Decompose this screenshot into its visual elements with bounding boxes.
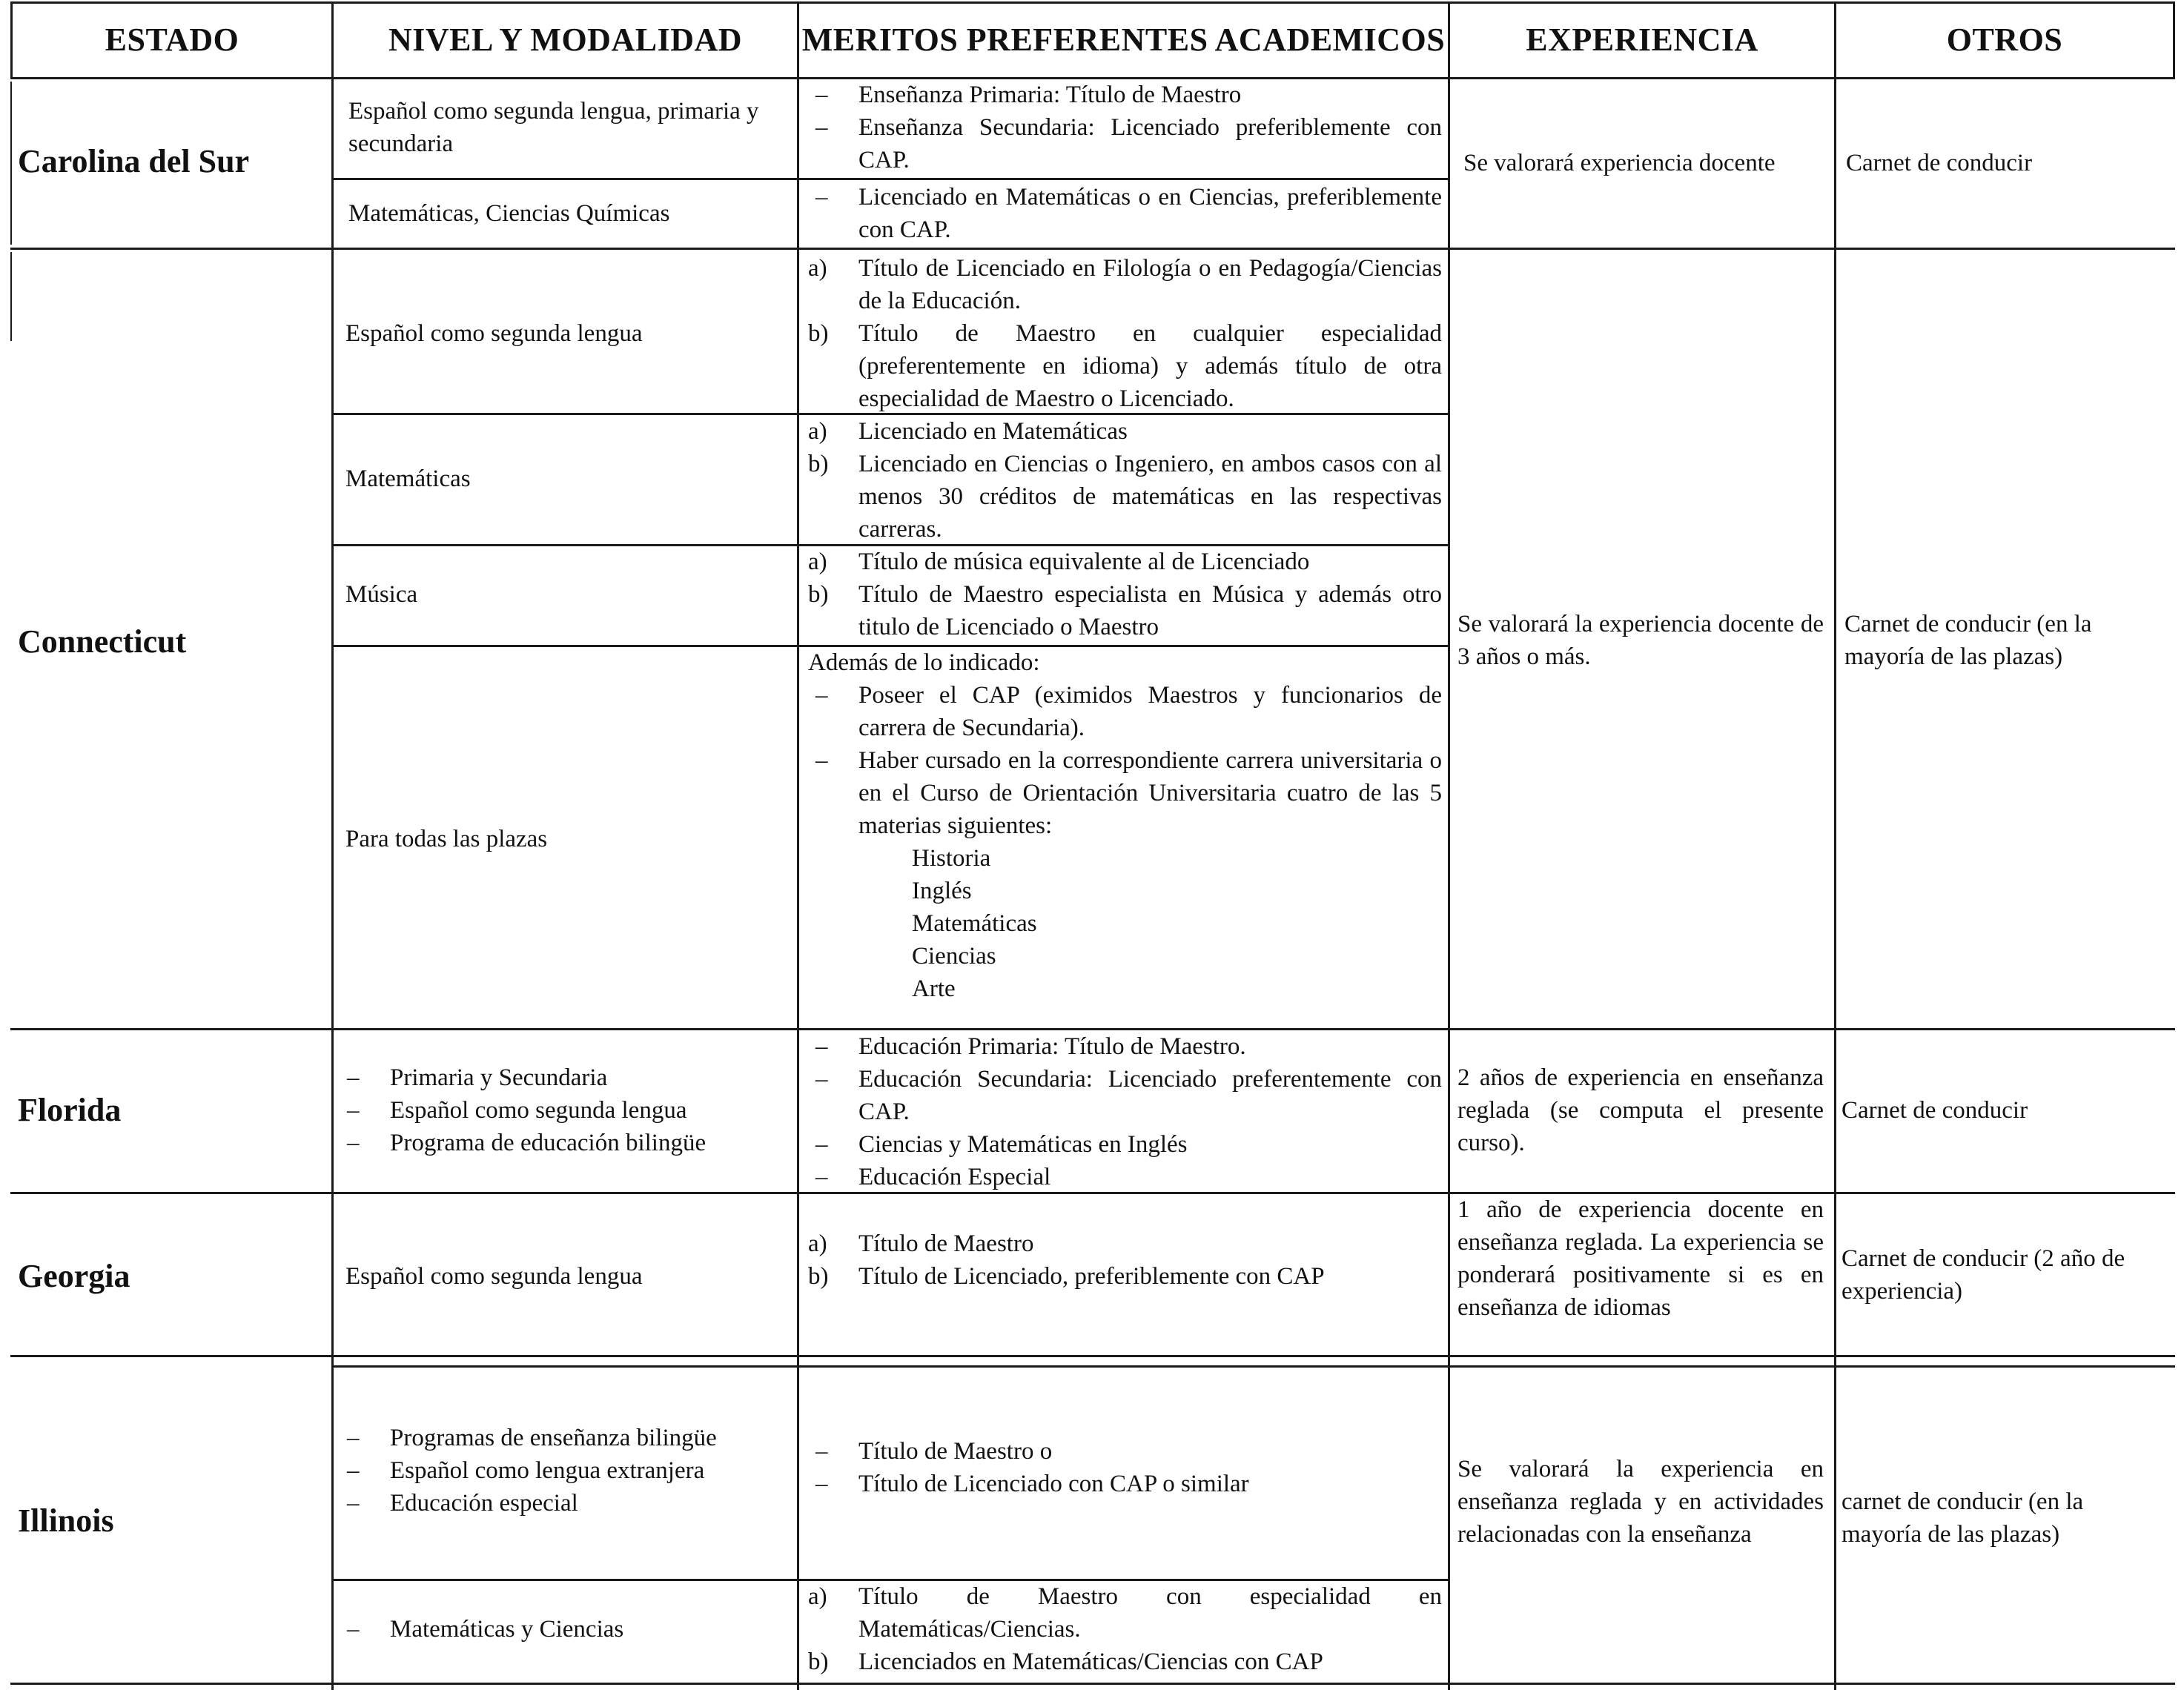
list-item-text: Título de Maestro o <box>858 1438 1053 1465</box>
list-item: – Título de Licenciado con CAP o similar <box>815 1471 1249 1497</box>
header-estado: ESTADO <box>105 21 239 58</box>
list-item-text: Español como segunda lengua <box>390 1097 687 1124</box>
meritos-cell <box>808 1580 1442 1678</box>
nivel-cell <box>340 1061 792 1159</box>
list-marker: a) <box>808 1230 827 1257</box>
list-item: – Programa de educación bilingüe <box>347 1130 707 1156</box>
otros-cell: carnet de conducir (en la mayoría de las plazas) <box>1841 1488 2084 1548</box>
list-item: – Español como lengua extranjera <box>347 1457 705 1484</box>
list-item <box>808 546 1442 578</box>
meritos-cell <box>808 79 1442 176</box>
list-item <box>808 1260 1442 1293</box>
rule <box>2173 1 2175 77</box>
meritos-cell <box>808 1435 1442 1500</box>
list-item: – Haber cursado en la correspondiente carrera universitaria o en el Curso de Orientación Universitaria cuatro de las 5 materias siguientes: <box>815 747 1442 839</box>
list-marker: b) <box>808 581 829 608</box>
list-item-text: Título de Licenciado en Filología o en Pedagogía/Ciencias de la Educación. <box>858 255 1442 314</box>
list-marker: a) <box>808 549 827 575</box>
rule <box>1834 1 1836 1690</box>
rule <box>331 1 334 1690</box>
list-item: – Enseñanza Secundaria: Licenciado preferiblemente con CAP. <box>815 114 1442 173</box>
meritos-cell <box>808 181 1442 246</box>
list-item: – Licenciado en Matemáticas o en Ciencias, preferiblemente con CAP. <box>815 184 1442 243</box>
list-item: – Educación Secundaria: Licenciado preferentemente con CAP. <box>815 1066 1442 1125</box>
otros-cell: Carnet de conducir (2 año de experiencia) <box>1841 1245 2125 1305</box>
list-item: – Ciencias y Matemáticas en Inglés <box>815 1131 1188 1158</box>
experiencia-cell: 2 años de experiencia en enseñanza reglada (se computa el presente curso). <box>1457 1064 1824 1156</box>
nivel-cell <box>340 1422 792 1520</box>
list-item <box>808 578 1442 643</box>
list-marker: a) <box>808 418 827 445</box>
list-item <box>808 415 1442 448</box>
list-item-text: Primaria y Secundaria <box>390 1064 608 1091</box>
list-item <box>808 252 1442 317</box>
meritos-cell <box>808 252 1442 415</box>
meritos-cell <box>808 1030 1442 1193</box>
nivel-cell: Español como segunda lengua <box>345 1263 643 1290</box>
list-item-text: Ciencias y Matemáticas en Inglés <box>858 1131 1188 1158</box>
list-marker: b) <box>808 1648 829 1675</box>
list-item-text: Programa de educación bilingüe <box>390 1130 707 1156</box>
rule <box>1448 1 1450 1690</box>
rule <box>797 1 799 1690</box>
materia-item: Matemáticas <box>912 910 1037 937</box>
list-item-text: Matemáticas y Ciencias <box>390 1616 624 1643</box>
meritos-intro: Además de lo indicado: <box>808 649 1040 676</box>
materia-item: Inglés <box>912 878 972 904</box>
state-illinois: Illinois <box>18 1502 114 1539</box>
nivel-cell: Música <box>345 581 418 608</box>
list-item-text: Poseer el CAP (eximidos Maestros y funcionarios de carrera de Secundaria). <box>858 682 1442 741</box>
rule <box>10 248 2175 250</box>
list-item: – Programas de enseñanza bilingüe <box>347 1425 717 1451</box>
rule <box>10 1683 2175 1685</box>
materia-item: Ciencias <box>912 943 996 970</box>
list-item-text: Título de Maestro con especialidad en Matemáticas/Ciencias. <box>858 1583 1442 1643</box>
state-florida: Florida <box>18 1092 122 1128</box>
meritos-cell <box>808 546 1442 643</box>
list-item-text: Programas de enseñanza bilingüe <box>390 1425 717 1451</box>
otros-cell: Carnet de conducir <box>1841 1097 2028 1124</box>
list-item-text: Título de Maestro especialista en Música y además otro titulo de Licenciado o Maestro <box>858 581 1442 640</box>
list-item <box>808 1580 1442 1646</box>
header-otros: OTROS <box>1946 21 2063 58</box>
meritos-cell <box>808 1227 1442 1293</box>
rule <box>331 178 1450 180</box>
list-item-text: Enseñanza Primaria: Título de Maestro <box>858 82 1242 108</box>
meritos-cell <box>808 415 1442 546</box>
rule <box>331 1365 2175 1368</box>
list-item-text: Título de Licenciado, preferiblemente con CAP <box>858 1263 1325 1290</box>
list-item-text: Español como lengua extranjera <box>390 1457 705 1484</box>
list-item: – Educación especial <box>347 1490 578 1517</box>
list-item: – Educación Primaria: Título de Maestro. <box>815 1033 1246 1060</box>
header-meritos: MERITOS PREFERENTES ACADEMICOS <box>801 21 1446 58</box>
list-item: – Matemáticas y Ciencias <box>347 1616 624 1643</box>
nivel-cell <box>340 1613 792 1646</box>
state-georgia: Georgia <box>18 1258 130 1294</box>
list-item-text: Licenciado en Ciencias o Ingeniero, en ambos casos con al menos 30 créditos de matemáticas en las respectivas carreras. <box>858 451 1442 543</box>
list-marker: b) <box>808 451 829 477</box>
nivel-cell: Español como segunda lengua <box>345 320 643 347</box>
list-item <box>808 1646 1442 1678</box>
list-marker: a) <box>808 255 827 282</box>
nivel-cell: Para todas las plazas <box>345 826 548 852</box>
list-item: – Poseer el CAP (eximidos Maestros y funcionarios de carrera de Secundaria). <box>815 682 1442 741</box>
list-item-text: Licenciado en Matemáticas <box>858 418 1128 445</box>
list-item-text: Título de música equivalente al de Licenciado <box>858 549 1310 575</box>
list-item-text: Título de Maestro en cualquier especialidad (preferentemente en idioma) y además título de otra especialidad de Maestro o Licenciado. <box>858 320 1442 412</box>
list-item-text: Educación Primaria: Título de Maestro. <box>858 1033 1246 1060</box>
list-item: – Educación Especial <box>815 1164 1051 1190</box>
list-item <box>808 448 1442 546</box>
list-item-text: Título de Licenciado con CAP o similar <box>858 1471 1249 1497</box>
otros-cell: Carnet de conducir <box>1846 150 2033 176</box>
list-marker: b) <box>808 1263 829 1290</box>
list-item <box>808 317 1442 415</box>
list-marker: a) <box>808 1583 827 1610</box>
header-experiencia: EXPERIENCIA <box>1526 21 1758 58</box>
list-item-text: Educación Especial <box>858 1164 1051 1190</box>
nivel-cell: Español como segunda lengua, primaria y secundaria <box>348 98 759 157</box>
list-item-text: Haber cursado en la correspondiente carrera universitaria o en el Curso de Orientación Universitaria cuatro de las 5 materias siguientes: <box>858 747 1442 839</box>
list-item: – Primaria y Secundaria <box>347 1064 608 1091</box>
nivel-cell: Matemáticas <box>345 465 471 492</box>
list-item: – Español como segunda lengua <box>347 1097 687 1124</box>
list-item-text: Título de Maestro <box>858 1230 1034 1257</box>
list-item-text: Enseñanza Secundaria: Licenciado preferiblemente con CAP. <box>858 114 1442 173</box>
state-connecticut: Connecticut <box>18 623 187 660</box>
otros-cell: Carnet de conducir (en la mayoría de las plazas) <box>1844 611 2092 670</box>
nivel-cell: Matemáticas, Ciencias Químicas <box>348 200 670 227</box>
meritos-cell <box>808 646 1442 1005</box>
experiencia-cell: Se valorará la experiencia en enseñanza reglada y en actividades relacionadas con la enseñanza <box>1457 1456 1824 1548</box>
experiencia-cell: Se valorará la experiencia docente de 3 años o más. <box>1457 611 1824 670</box>
rule <box>10 252 12 341</box>
rule <box>10 82 12 245</box>
list-item-text: Licenciado en Matemáticas o en Ciencias, preferiblemente con CAP. <box>858 184 1442 243</box>
experiencia-cell: 1 año de experiencia docente en enseñanza reglada. La experiencia se ponderará positivamente si es en enseñanza de idiomas <box>1457 1196 1824 1321</box>
list-item-text: Educación especial <box>390 1490 578 1517</box>
list-item <box>808 1227 1442 1260</box>
rule <box>10 1355 2175 1357</box>
materia-item: Historia <box>912 845 991 872</box>
list-item-text: Licenciados en Matemáticas/Ciencias con CAP <box>858 1648 1323 1675</box>
list-item: – Enseñanza Primaria: Título de Maestro <box>815 82 1242 108</box>
header-nivel: NIVEL Y MODALIDAD <box>388 21 743 58</box>
materia-item: Arte <box>912 975 956 1002</box>
experiencia-cell: Se valorará experiencia docente <box>1463 150 1776 176</box>
list-marker: b) <box>808 320 829 347</box>
list-item-text: Educación Secundaria: Licenciado preferentemente con CAP. <box>858 1066 1442 1125</box>
state-carolina: Carolina del Sur <box>18 143 250 179</box>
list-item: – Título de Maestro o <box>815 1438 1053 1465</box>
